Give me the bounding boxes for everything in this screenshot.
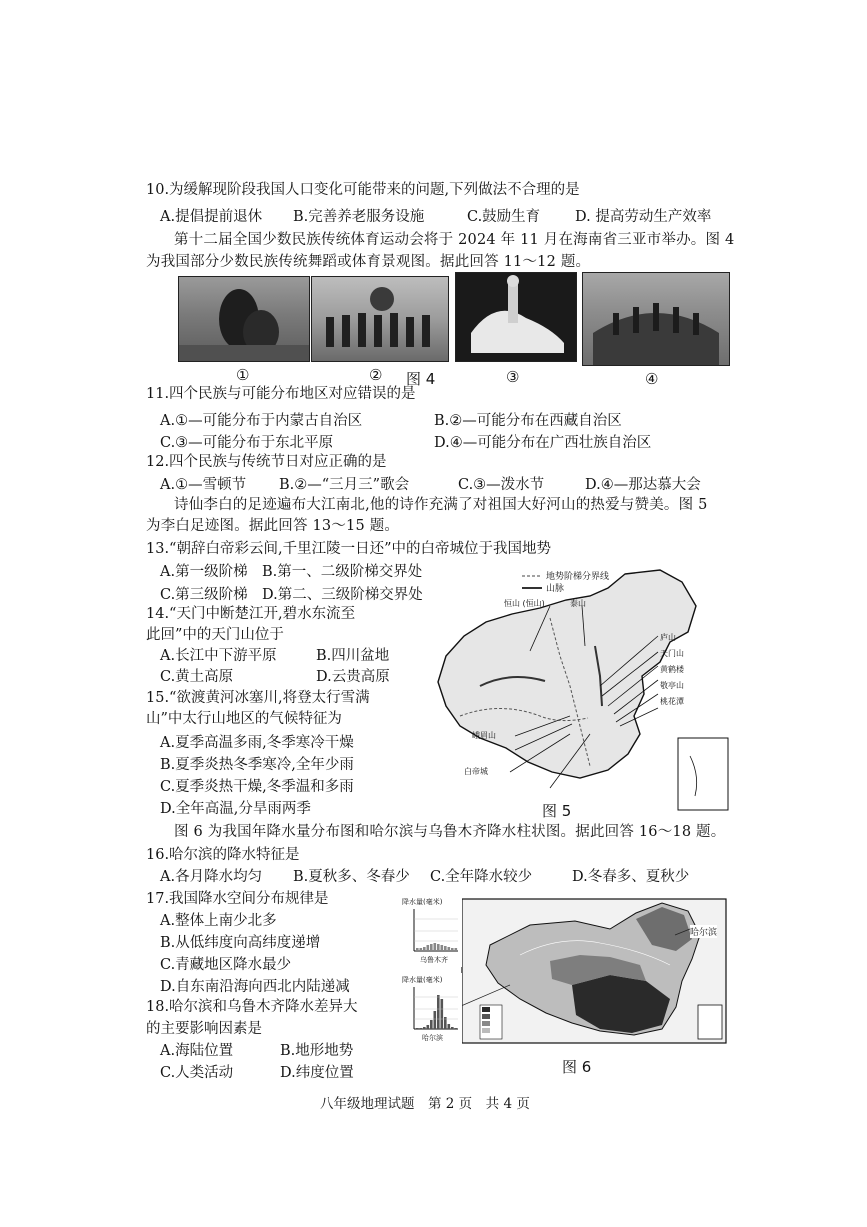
figure5-label-lushan: 庐山 bbox=[660, 633, 676, 642]
q15-stem-line1: 15.“欲渡黄河冰塞川,将登太行雪满 bbox=[146, 690, 370, 706]
q10-option-a: A.提倡提前退休 bbox=[160, 209, 263, 225]
q10-stem: 10.为缓解现阶段我国人口变化可能带来的问题,下列做法不合理的是 bbox=[146, 182, 580, 198]
q16-option-c: C.全年降水较少 bbox=[430, 869, 533, 885]
figure5-label-tianmenshan: 天门山 bbox=[660, 649, 684, 658]
figure4-label-1: ① bbox=[236, 366, 250, 384]
q16-option-b: B.夏秋多、冬春少 bbox=[293, 869, 410, 885]
q10-option-b: B.完善养老服务设施 bbox=[293, 209, 425, 225]
figure5-label-jingtingshan: 敬亭山 bbox=[660, 681, 684, 690]
q13-option-d: D.第二、三级阶梯交界处 bbox=[262, 587, 423, 603]
q14-option-d: D.云贵高原 bbox=[316, 669, 390, 685]
figure4-photo-2 bbox=[311, 276, 449, 362]
figure4-photo-1 bbox=[178, 276, 310, 362]
q15-option-b: B.夏季炎热冬季寒冷,全年少雨 bbox=[160, 757, 354, 773]
figure6-caption: 图 6 bbox=[562, 1058, 592, 1076]
figure5-legend-mountain: 山脉 bbox=[546, 584, 565, 594]
figure6-map-harbin-label: 哈尔滨 bbox=[690, 925, 717, 938]
figure5-label-hengshan: 恒山 (恒山) bbox=[504, 599, 545, 608]
figure6-harbin-ylabel: 降水量(毫米) bbox=[402, 976, 443, 984]
q18-stem-line1: 18.哈尔滨和乌鲁木齐降水差异大 bbox=[146, 999, 358, 1015]
q17-option-c: C.青藏地区降水最少 bbox=[160, 957, 292, 973]
figure5-legend-boundary: 地势阶梯分界线 bbox=[546, 572, 610, 582]
q14-option-c: C.黄土高原 bbox=[160, 669, 234, 685]
figure6-urumqi-ylabel: 降水量(毫米) bbox=[402, 898, 443, 906]
q12-option-b: B.②—“三月三”歌会 bbox=[279, 477, 410, 493]
figure5-label-huanghelou: 黄鹤楼 bbox=[660, 665, 684, 674]
q11-option-c: C.③—可能分布于东北平原 bbox=[160, 435, 334, 451]
figure5-label-baidicheng: 白帝城 bbox=[464, 767, 488, 776]
figure4-caption: 图 4 bbox=[406, 370, 436, 388]
q14-option-a: A.长江中下游平原 bbox=[160, 648, 277, 664]
q18-option-b: B.地形地势 bbox=[280, 1043, 354, 1059]
q10-option-d: D. 提高劳动生产效率 bbox=[575, 209, 712, 225]
q16-stem: 16.哈尔滨的降水特征是 bbox=[146, 847, 300, 863]
q13-stem: 13.“朝辞白帝彩云间,千里江陵一日还”中的白帝城位于我国地势 bbox=[146, 541, 551, 557]
q11-option-d: D.④—可能分布在广西壮族自治区 bbox=[434, 435, 652, 451]
figure5-map bbox=[420, 566, 736, 818]
q13-option-b: B.第一、二级阶梯交界处 bbox=[262, 564, 423, 580]
q12-option-d: D.④—那达慕大会 bbox=[585, 477, 701, 493]
figure4-photo-3 bbox=[455, 272, 577, 362]
figure4-label-4: ④ bbox=[645, 370, 659, 388]
q18-option-c: C.人类活动 bbox=[160, 1065, 234, 1081]
figure6-harbin-chart bbox=[400, 973, 462, 1045]
q11-stem: 11.四个民族与可能分布地区对应错误的是 bbox=[146, 386, 416, 402]
figure6-map bbox=[400, 895, 730, 1047]
q17-option-d: D.自东南沿海向西北内陆递减 bbox=[160, 979, 350, 995]
q12-option-c: C.③—泼水节 bbox=[458, 477, 545, 493]
figure5-label-taishan: 泰山 bbox=[570, 599, 586, 608]
q12-stem: 12.四个民族与传统节日对应正确的是 bbox=[146, 454, 387, 470]
q17-option-a: A.整体上南少北多 bbox=[160, 913, 277, 929]
intro-fig5-line1: 诗仙李白的足迹遍布大江南北,他的诗作充满了对祖国大好河山的热爱与赞美。图 5 bbox=[174, 497, 708, 513]
q17-option-b: B.从低纬度向高纬度递增 bbox=[160, 935, 321, 951]
page-footer: 八年级地理试题 第 2 页 共 4 页 bbox=[320, 1096, 530, 1112]
q15-option-c: C.夏季炎热干燥,冬季温和多雨 bbox=[160, 779, 354, 795]
q15-stem-line2: 山”中太行山地区的气候特征为 bbox=[146, 711, 342, 727]
q14-option-b: B.四川盆地 bbox=[316, 648, 390, 664]
figure6-harbin-label: 哈尔滨 bbox=[422, 1034, 443, 1042]
figure4-label-3: ③ bbox=[506, 368, 520, 386]
intro-fig4-line1: 第十二届全国少数民族传统体育运动会将于 2024 年 11 月在海南省三亚市举办。图 4 bbox=[174, 232, 735, 248]
q11-option-a: A.①—可能分布于内蒙古自治区 bbox=[160, 413, 363, 429]
intro-fig4-line2: 为我国部分少数民族传统舞蹈或体育景观图。据此回答 11～12 题。 bbox=[146, 254, 591, 270]
q14-stem-line1: 14.“天门中断楚江开,碧水东流至 bbox=[146, 606, 356, 622]
figure4-photo-4 bbox=[582, 272, 730, 366]
q13-option-c: C.第三级阶梯 bbox=[160, 587, 248, 603]
intro-fig6: 图 6 为我国年降水量分布图和哈尔滨与乌鲁木齐降水柱状图。据此回答 16～18 题。 bbox=[174, 824, 726, 840]
q16-option-a: A.各月降水均匀 bbox=[160, 869, 263, 885]
figure6-urumqi-label: 乌鲁木齐 bbox=[420, 956, 448, 964]
figure5-caption: 图 5 bbox=[542, 802, 572, 820]
intro-fig5-line2: 为李白足迹图。据此回答 13～15 题。 bbox=[146, 518, 400, 534]
q15-option-a: A.夏季高温多雨,冬季寒冷干燥 bbox=[160, 735, 354, 751]
q13-option-a: A.第一级阶梯 bbox=[160, 564, 248, 580]
q10-option-c: C.鼓励生育 bbox=[467, 209, 541, 225]
q18-stem-line2: 的主要影响因素是 bbox=[146, 1021, 262, 1037]
q17-stem: 17.我国降水空间分布规律是 bbox=[146, 891, 329, 907]
q12-option-a: A.①—雪顿节 bbox=[160, 477, 247, 493]
q18-option-d: D.纬度位置 bbox=[280, 1065, 354, 1081]
q11-option-b: B.②—可能分布在西藏自治区 bbox=[434, 413, 622, 429]
q14-stem-line2: 此回”中的天门山位于 bbox=[146, 627, 284, 643]
figure5-label-taohuatan: 桃花潭 bbox=[660, 697, 684, 706]
figure4-label-2: ② bbox=[369, 366, 383, 384]
figure5-label-emeishan: 峨眉山 bbox=[472, 731, 496, 740]
q18-option-a: A.海陆位置 bbox=[160, 1043, 234, 1059]
q15-option-d: D.全年高温,分旱雨两季 bbox=[160, 801, 311, 817]
figure6-urumqi-chart bbox=[400, 895, 462, 967]
q16-option-d: D.冬春多、夏秋少 bbox=[572, 869, 690, 885]
